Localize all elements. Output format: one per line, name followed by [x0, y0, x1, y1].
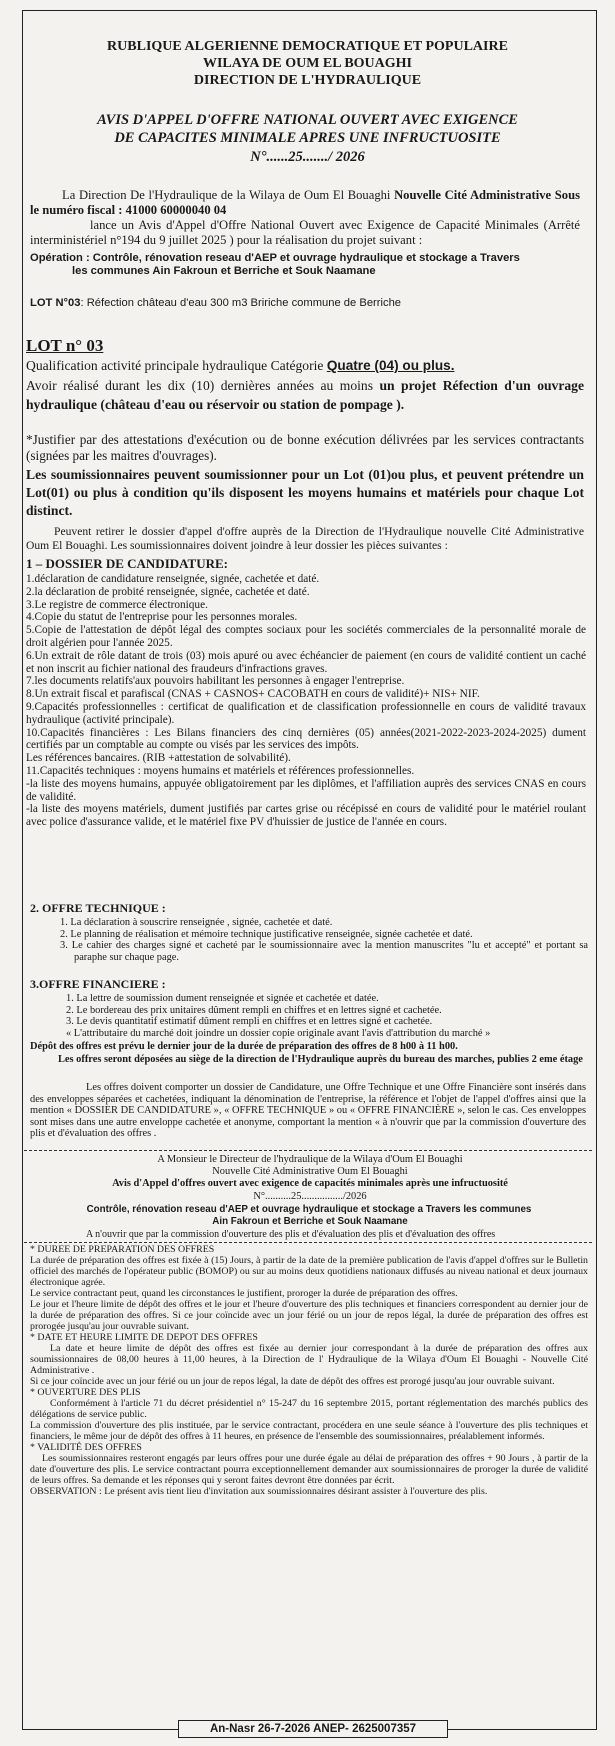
validite-heading: * VALIDITÉ DES OFFRES: [30, 1442, 142, 1453]
lot-03-desc: : Réfection château d'eau 300 m3 Bririche commune de Berriche: [80, 297, 402, 309]
validite-text: Les soumissionnaires resteront engagés par leurs offres pour une durée égale au délai de préparation des offres + 90 Jours , à partir de la date d'ouverture des plis. Le service contractant pourra exceptionnellement demander aux soumissionnaires de proroger la durée de validité de leurs offres. Sa demande et les réponses qui y seront faites devront être données par écrit.: [30, 1453, 588, 1486]
qualification-category: Quatre (04) ou plus.: [326, 358, 455, 373]
title-number: N°......25......./ 2026: [250, 149, 365, 165]
date-limite-heading: * DATE ET HEURE LIMITE DE DEPOT DES OFFRES: [30, 1332, 258, 1343]
conditions-section: [30, 1244, 588, 1497]
dossier-item: 8.Un extrait fiscal et parafiscal (CNAS + CASNOS+ CACOBATH en cours de validité)+ NIS+ NIF.: [26, 688, 480, 701]
envelope-addressee: A Monsieur le Directeur de l'hydraulique de la Wilaya d'Oum El Bouaghi: [157, 1154, 463, 1165]
header-wilaya: WILAYA DE OUM EL BOUAGHI: [202, 56, 412, 71]
qualification-text: Qualification activité principale hydraulique Catégorie: [26, 358, 327, 373]
intro-address: Nouvelle Cité Administrative: [394, 188, 552, 202]
ouverture-text: La commission d'ouverture des plis instituée, par le service contractant, procédera en une seule séance à l'ouverture des plis techniques et financiers, le même jour de dépôt des offres à 11 heures, en présence de l'ensemble des soumissionnaires, préalablement informés.: [30, 1420, 588, 1442]
duree-text: La durée de préparation des offres est fixée à (15) Jours, à partir de la date de la première publication de l'avis d'appel d'offres sur le Bulletin officiel des marchés de l'opérateur public (BOMOP) ou sur au moins deux quotidiens nationaux diffusés au niveau national et deux journaux électronique agrée.: [30, 1255, 588, 1288]
envelope-number: N°..........25................/2026: [253, 1191, 367, 1202]
experience-project: un projet Réfection d'un ouvrage hydraulique (château d'eau ou réservoir ou station de pompage ).: [26, 378, 585, 412]
observation-text: OBSERVATION : Le présent avis tient lieu d'invitation aux soumissionnaires désirant assister à l'ouverture des plis.: [30, 1486, 488, 1497]
title-line-2: DE CAPACITES MINIMALE APRES UNE INFRUCTUOSITE: [114, 130, 501, 146]
dossier-item: 11.Capacités techniques : moyens humains et matériels et références professionnelles.: [26, 764, 415, 777]
dossier-list: [26, 573, 586, 829]
dossier-item: -la liste des moyens humains, appuyée obligatoirement par les diplômes, et l'affiliation auprès des services CNAS en cours de validité.: [26, 777, 586, 803]
financiere-item: 2. Le bordereau des prix unitaires dûment rempli en chiffres et en lettres signé et cachetée.: [66, 1004, 442, 1016]
qualification-line: [26, 358, 584, 374]
dossier-item: 5.Copie de l'attestation de dépôt légal des comptes sociaux pour les sociétés commerciales de la personnalité morale de droit algérien pour l'année 2025.: [26, 624, 586, 649]
dossier-heading: 1 – DOSSIER DE CANDIDATURE:: [26, 556, 229, 571]
multi-lot-note: Les soumissionnaires peuvent soumissionner pour un Lot (01)ou plus, et peuvent prétendre un Lot(01) ou plus à condition qu'ils disposent les moyens humains et matériels pour chaque Lot distinct.: [26, 467, 584, 518]
technique-list: [40, 917, 588, 963]
operation-line-2: les communes Ain Fakroun et Berriche et Souk Naamane: [72, 265, 376, 277]
intro-text: La Direction De l'Hydraulique de la Wilaya de Oum El Bouaghi: [62, 188, 395, 202]
financiere-heading: 3.OFFRE FINANCIERE :: [30, 977, 166, 991]
depot-envelopes: Les offres doivent comporter un dossier de Candidature, une Offre Technique et une Offre Financière sont insérés dans des enveloppes séparées et cachetées, indiquant la dénomination de l'entreprise, la référence et l'objet de l'appel d'offres ainsi que la mention « DOSSIER DE CANDIDATURE », « OFFRE TECHNIQUE » ou « OFFRE FINANCIÈRE », selon le cas. Ces enveloppes sont mises dans une autre enveloppe cachetée et anonyme, comportant la mention « à n'ouvrir que par la commission d'ouverture des plis et d'évaluation des offres .: [30, 1082, 586, 1140]
title-line-1: AVIS D'APPEL D'OFFRE NATIONAL OUVERT AVEC EXIGENCE: [97, 112, 518, 128]
envelope-operation-1: Contrôle, rénovation reseau d'AEP et ouvrage hydraulique et stockage a Travers les communes: [86, 1204, 532, 1215]
depot-deadline: Dépôt des offres est prévu le dernier jour de la durée de préparation des offres de 8 h00 à 11 h00.: [30, 1041, 458, 1052]
retrieve-dossier-note: Peuvent retirer le dossier d'appel d'offre auprès de la Direction de l'Hydraulique nouvelle Cité Administrative Oum El Bouaghi. Les soumissionnaires doivent joindre à leur dossier les pièces suivantes :: [26, 525, 584, 552]
depot-location: Les offres seront déposées au siège de la direction de l'Hydraulique auprès du bureau des marches, publies 2 eme étage: [58, 1054, 583, 1065]
intro-paragraph: [30, 188, 580, 217]
lot-03-label: LOT N°03: [30, 297, 81, 309]
financiere-item: 1. La lettre de soumission dument renseignée et signée et cachetée et datée.: [66, 993, 379, 1004]
envelope-mention: A n'ouvrir que par la commission d'ouverture des plis et d'évaluation des plis et d'évaluation des offres: [86, 1229, 496, 1240]
intro-launch: lance un Avis d'Appel d'Offre National Ouvert avec Exigence de Capacité Minimales (Arrêté interministériel n°194 du 9 juillet 2025 ) pour la réalisation du projet suivant :: [30, 218, 580, 247]
financiere-item: 3. Le devis quantitatif estimatif dûment rempli en chiffres et en lettres signé et cachetée.: [66, 1016, 433, 1028]
header-republic: RUBLIQUE ALGERIENNE DEMOCRATIQUE ET POPULAIRE: [107, 39, 508, 54]
date-limite-text: Si ce jour coïncide avec un jour férié ou un jour de repos légal, la date de dépôt des offres est prorogé jusqu'au jour ouvrable suivant.: [30, 1376, 555, 1387]
dossier-item: 10.Capacités financières : Les Bilans financiers des cinq dernières (05) années(2021-2022-2023-2024-2025) dument certifiés par un comptable au compte ou visés par les services des impôts.: [26, 726, 586, 752]
dossier-item: 3.Le registre de commerce électronique.: [26, 598, 208, 611]
experience-requirement: [26, 376, 584, 414]
dossier-item: 9.Capacités professionnelles : certificat de qualification et de classification professionnelle en cours de validité travaux hydraulique (activité principale).: [26, 700, 586, 726]
technique-item: 2. Le planning de réalisation et mémoire technique justificative renseignée, signée cachetée et daté.: [60, 928, 473, 940]
dossier-item: 4.Copie du statut de l'entreprise pour les personnes morales.: [26, 611, 298, 624]
experience-text: Avoir réalisé durant les dix (10) dernières années au moins: [26, 378, 380, 393]
technique-item: 1. La déclaration à souscrire renseignée , signée, cachetée et daté.: [60, 917, 333, 928]
dossier-item: 7.les documents relatifs'aux pouvoirs habilitant les personnes à engager l'entreprise.: [26, 675, 405, 688]
technique-heading: 2. OFFRE TECHNIQUE :: [30, 901, 166, 915]
financiere-list: [46, 993, 586, 1039]
duree-text: Le jour et l'heure limite de dépôt des offres et le jour et l'heure d'ouverture des plis techniques et financiers correspondent au dernier jour de la durée de préparation des offres. Si ce jour coïncide avec un jour férié ou un jour de repos légal, la durée de préparation des offres est prorogée jusqu'au jour ouvrable suivant.: [30, 1299, 588, 1332]
envelope-notice: Avis d'Appel d'offres ouvert avec exigence de capacités minimales après une infructuosité: [112, 1178, 508, 1189]
dossier-item: 2.la déclaration de probité renseignée, signée, cachetée et daté.: [26, 585, 310, 598]
ouverture-heading: * OUVERTURE DES PLIS: [30, 1387, 141, 1398]
dossier-item: 6.Un extrait de rôle datant de trois (03) mois apuré ou avec échéancier de paiement (en cours de validité contient un caché et non inscrit au fichier national des fraudeurs d'infractions graves.: [26, 649, 586, 675]
publication-footer: An-Nasr 26-7-2026 ANEP- 2625007357: [178, 1720, 448, 1738]
duree-text: Le service contractant peut, quand les circonstances le justifient, proroger la durée de préparation des offres.: [30, 1288, 458, 1299]
lot-03-summary: [30, 297, 590, 310]
envelope-address: Nouvelle Cité Administrative Oum El Bouaghi: [212, 1166, 408, 1177]
dossier-item: Les références bancaires. (RIB +attestation de solvabilité).: [26, 752, 291, 765]
technique-item: 3. Le cahier des charges signé et cacheté par le soumissionnaire avec la mention manuscrites "lu et accepté" et portant sa paraphe sur chaque page.: [60, 940, 588, 963]
dossier-item: 1.déclaration de candidature renseignée, signée, cachetée et daté.: [26, 573, 320, 585]
header-direction: DIRECTION DE L'HYDRAULIQUE: [193, 73, 422, 88]
operation-line-1: Opération : Contrôle, rénovation reseau d'AEP et ouvrage hydraulique et stockage a Travers: [30, 252, 520, 264]
envelope-divider-bottom: [24, 1242, 592, 1243]
duree-heading: * DUREE DE PREPARATION DES OFFRES: [30, 1244, 215, 1255]
lot-heading: LOT n° 03: [26, 336, 104, 355]
justification-note: *Justifier par des attestations d'exécution ou de bonne exécution délivrées par les services contractants (signées par les maitres d'ouvrages).: [26, 432, 584, 463]
intro-fiscal: Sous le numéro fiscal : 41000 60000040 04: [30, 188, 580, 217]
financiere-note: « L'attributaire du marché doit joindre un dossier copie originale avant l'avis d'attribution du marché »: [66, 1027, 491, 1039]
dossier-item: -la liste des moyens matériels, dument justifiés par cartes grise ou récépissé en cours de validité pour le matériel roulant avec police d'assurance valide, et le matériel fixe PV d'huissier de justice de l'année en cours.: [26, 803, 586, 829]
envelope-divider-top: [24, 1150, 592, 1151]
ouverture-text: Conformément à l'article 71 du décret présidentiel n° 15-247 du 16 septembre 2015, portant réglementation des marchés publics des délégations de service public.: [30, 1398, 588, 1420]
date-limite-text: La date et heure limite de dépôt des offres est fixée au dernier jour correspondant à la durée de préparation des offres aux soumissionnaires de 08,00 heures à 11,00 heures, à la Direction de l' Hydraulique de la Wilaya d'Oum El Bouaghi - Nouvelle Cité Administrative .: [30, 1343, 588, 1376]
envelope-operation-2: Ain Fakroun et Berriche et Souk Naamane: [212, 1216, 408, 1227]
